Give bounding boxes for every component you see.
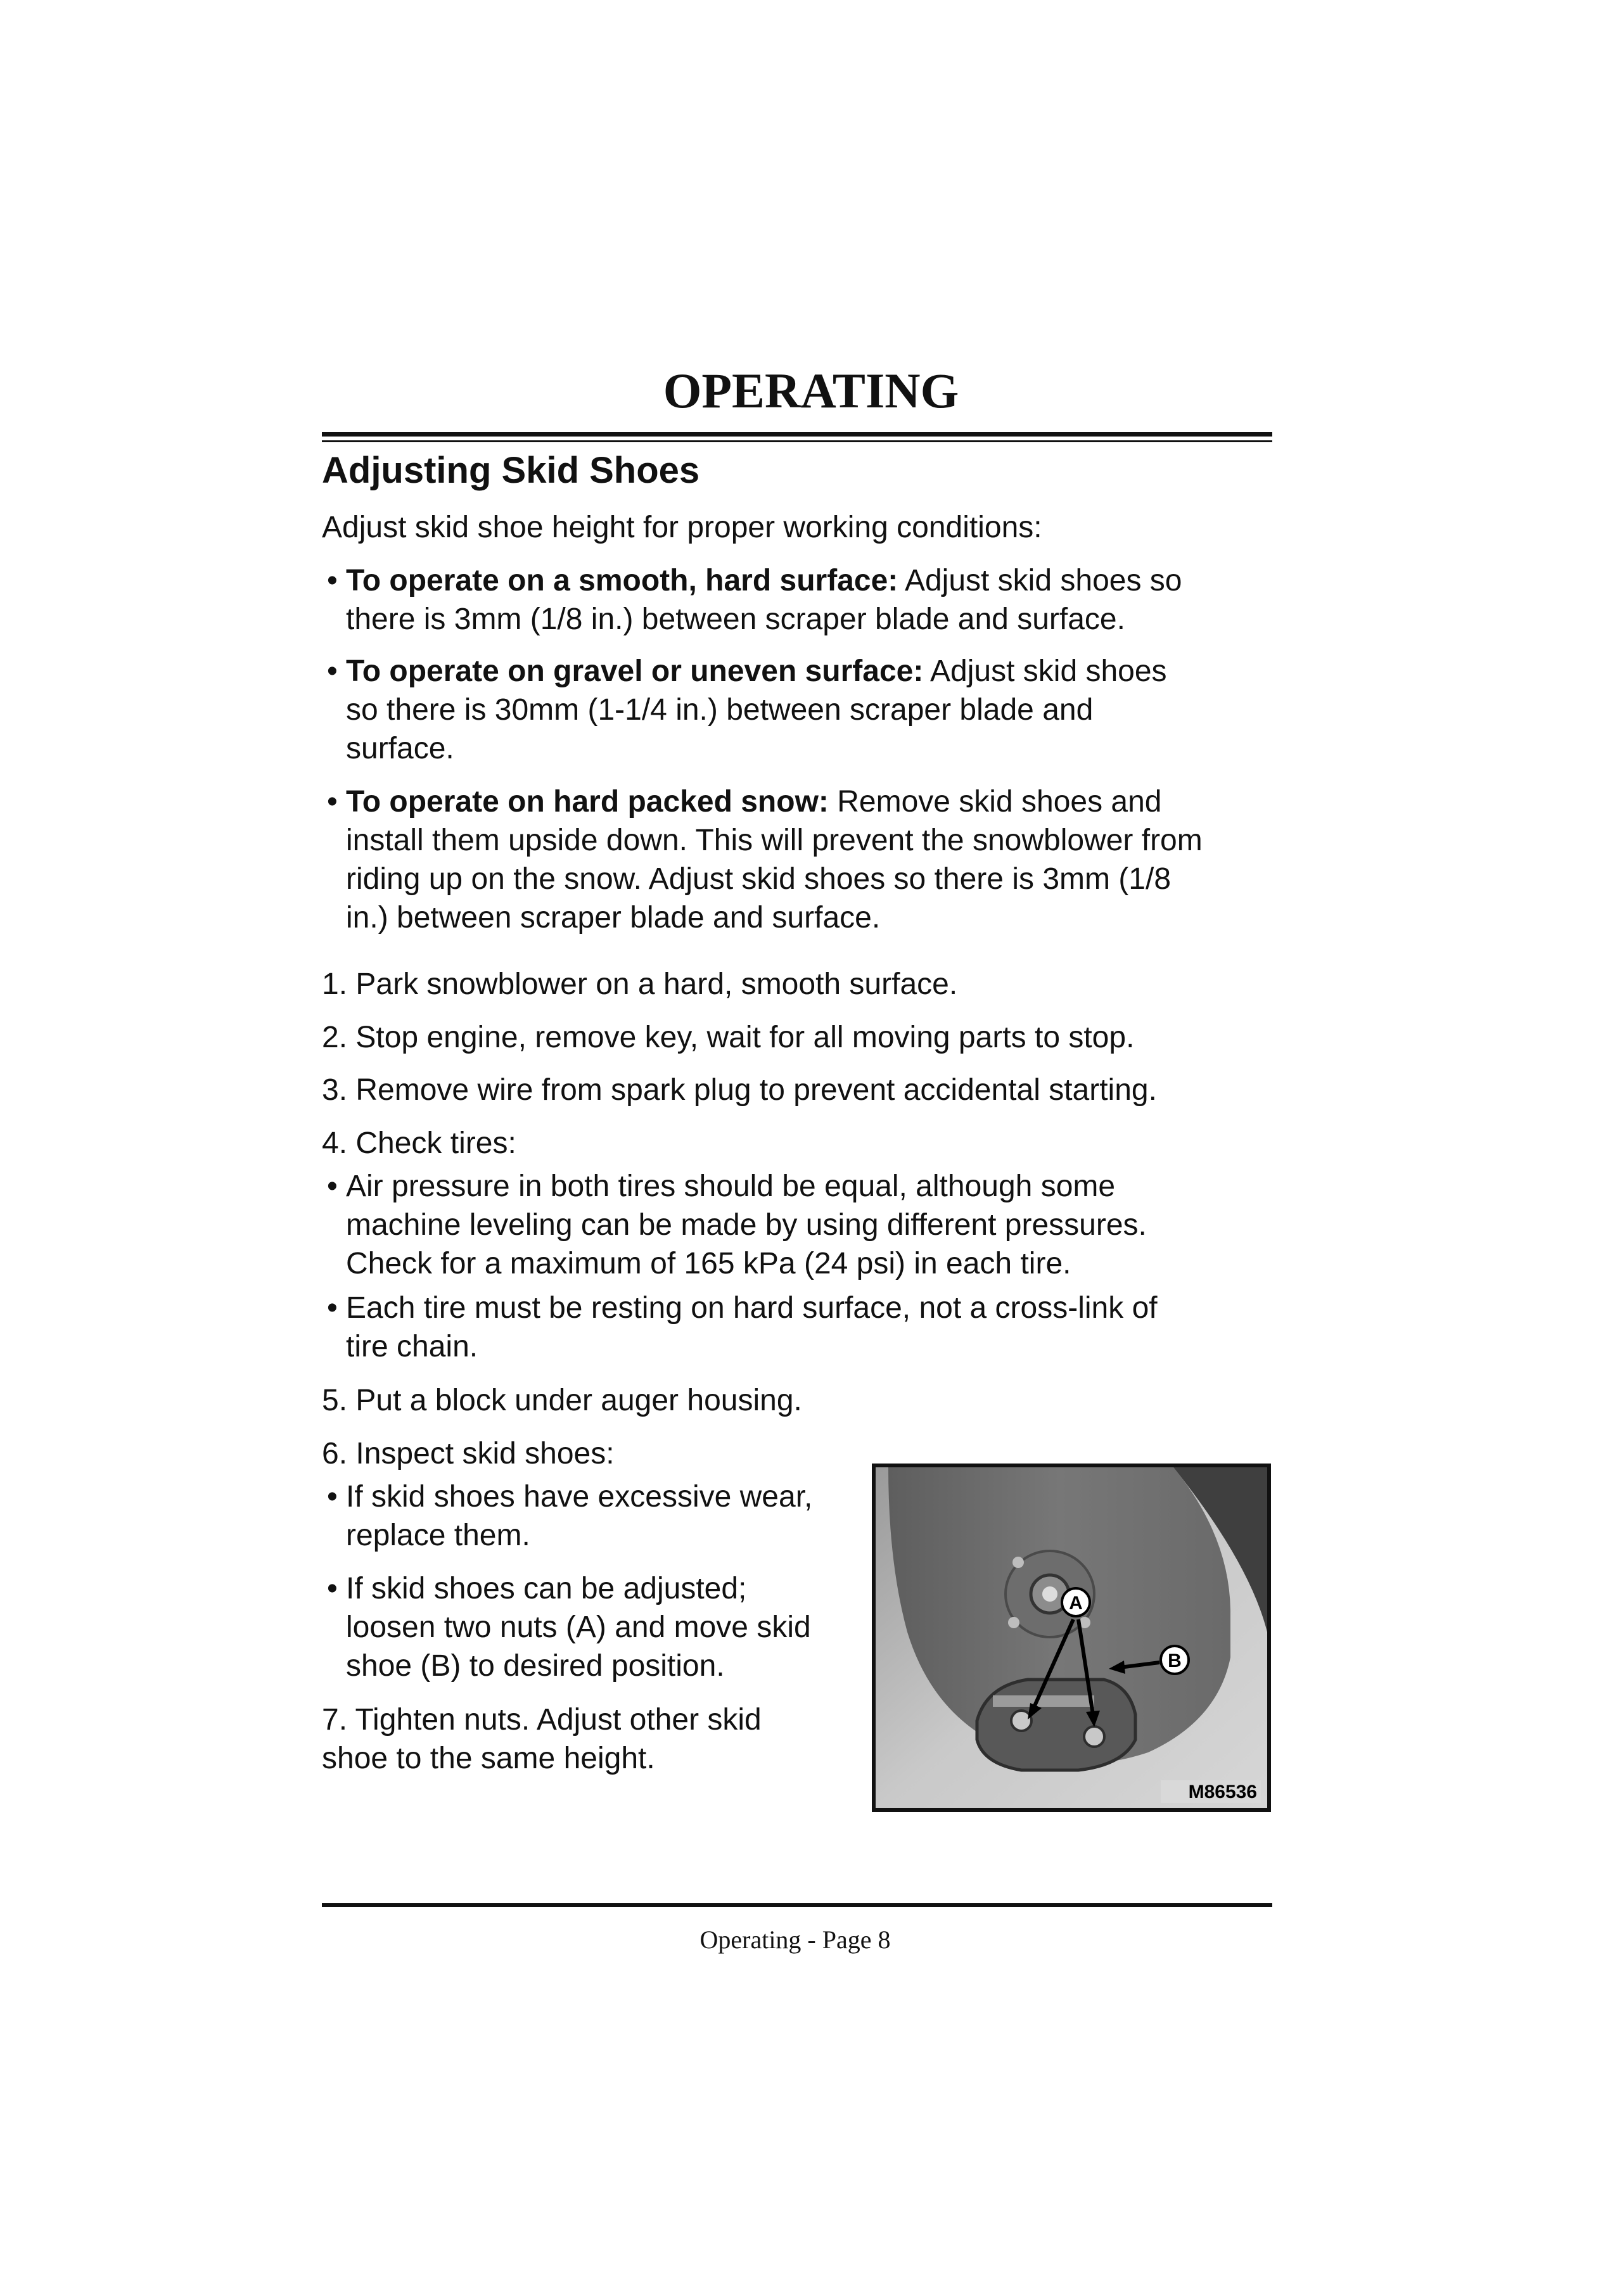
tire-pressure-line: Check for a maximum of 165 kPa (24 psi) in each tire. [346,1247,1071,1280]
condition-label: To operate on hard packed snow: [346,785,829,819]
bullet-glyph: • [327,654,338,688]
skid-shoe-figure [872,1464,1271,1812]
page-number: Operating - Page 8 [699,1925,891,1954]
section-heading: Adjusting Skid Shoes [322,450,700,491]
callout-b-label: B [1168,1650,1182,1671]
condition-line: in.) between scraper blade and surface. [346,901,881,934]
bullet-glyph: • [327,1291,338,1325]
condition-line: so there is 30mm (1-1/4 in.) between scraper blade and [346,693,1094,727]
step-2: 2. Stop engine, remove key, wait for all moving parts to stop. [322,1021,1135,1054]
tire-resting-line: Each tire must be resting on hard surface, not a cross-link of [346,1291,1158,1325]
footer-rule [322,1903,1272,1907]
nut [1084,1726,1104,1747]
step-6: 6. Inspect skid shoes: [322,1437,615,1470]
skid-wear-line: replace them. [346,1519,530,1552]
skid-shoe [977,1680,1135,1770]
header-rule-thin [322,440,1272,442]
condition-line: there is 3mm (1/8 in.) between scraper blade and surface. [346,603,1125,636]
bullet-glyph: • [327,785,338,819]
condition-line: riding up on the snow. Adjust skid shoes so there is 3mm (1/8 [346,862,1172,896]
bullet-glyph: • [327,564,338,597]
skid-shoe-illustration [876,1467,1267,1808]
tire-pressure-line: Air pressure in both tires should be equal, although some [346,1170,1116,1203]
skid-adjust-line: loosen two nuts (A) and move skid [346,1610,811,1644]
callout-a-label: A [1069,1593,1083,1614]
axle-center [1042,1586,1057,1602]
bullet-glyph: • [327,1572,338,1605]
tire-resting-line: tire chain. [346,1330,478,1363]
step-5: 5. Put a block under auger housing. [322,1384,802,1417]
bolt [1008,1617,1019,1628]
bullet-glyph: • [327,1480,338,1514]
skid-shoe-slot [993,1695,1094,1707]
page-title: OPERATING [663,363,959,418]
header-rule-thick [322,432,1272,437]
condition-smooth-surface: To operate on a smooth, hard surface: Adjust skid shoes so [346,564,1182,597]
condition-label: To operate on gravel or uneven surface: [346,654,924,688]
condition-line: surface. [346,732,454,765]
bullet-glyph: • [327,1170,338,1203]
condition-line: install them upside down. This will prevent the snowblower from [346,824,1203,857]
skid-wear-line: If skid shoes have excessive wear, [346,1480,813,1514]
tire-pressure-line: machine leveling can be made by using different pressures. [346,1208,1147,1242]
step-7-continued: shoe to the same height. [322,1742,655,1775]
intro-text: Adjust skid shoe height for proper working conditions: [322,511,1042,544]
nut [1011,1711,1031,1731]
condition-packed-snow: To operate on hard packed snow: Remove skid shoes and [346,785,1162,819]
step-7: 7. Tighten nuts. Adjust other skid [322,1703,762,1737]
skid-adjust-line: shoe (B) to desired position. [346,1649,725,1683]
skid-adjust-line: If skid shoes can be adjusted; [346,1572,747,1605]
step-1: 1. Park snowblower on a hard, smooth surface. [322,967,958,1001]
bolt [1012,1557,1024,1568]
condition-gravel-surface: To operate on gravel or uneven surface: Adjust skid shoes [346,654,1167,688]
figure-code: M86536 [1188,1782,1257,1802]
condition-label: To operate on a smooth, hard surface: [346,564,898,597]
step-4: 4. Check tires: [322,1126,516,1160]
step-3: 3. Remove wire from spark plug to prevent accidental starting. [322,1073,1157,1107]
